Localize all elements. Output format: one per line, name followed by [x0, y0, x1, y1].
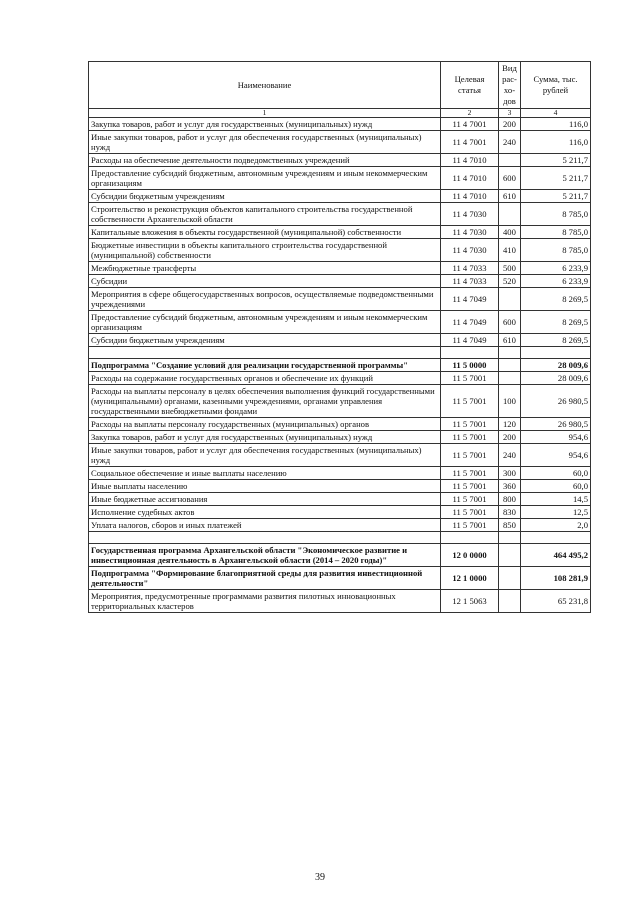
row-name: Расходы на обеспечение деятельности подведомственных учреждений: [89, 154, 441, 167]
row-expense-type: 850: [499, 519, 521, 532]
table-row: [89, 506, 591, 519]
row-code: 11 4 7049: [441, 288, 499, 311]
row-code: 11 4 7049: [441, 311, 499, 334]
row-expense-type: 500: [499, 262, 521, 275]
col-number: 4: [521, 109, 591, 118]
row-expense-type: [499, 288, 521, 311]
row-code: 11 5 7001: [441, 506, 499, 519]
row-code: 11 4 7033: [441, 262, 499, 275]
row-name: Предоставление субсидий бюджетным, автономным учреждениям и иным некоммерческим организациям: [89, 311, 441, 334]
header-code: Целевая статья: [441, 62, 499, 109]
row-amount: 116,0: [521, 131, 591, 154]
row-name: Субсидии бюджетным учреждениям: [89, 190, 441, 203]
row-expense-type: [499, 372, 521, 385]
row-code: 11 5 7001: [441, 372, 499, 385]
row-amount: 5 211,7: [521, 190, 591, 203]
table-row: [89, 519, 591, 532]
row-expense-type: [499, 544, 521, 567]
table-row: [89, 493, 591, 506]
col-number: 3: [499, 109, 521, 118]
row-code: 11 4 7001: [441, 131, 499, 154]
row-name: Бюджетные инвестиции в объекты капитального строительства государственной (муниципальной) собственности: [89, 239, 441, 262]
row-code: [441, 532, 499, 544]
row-expense-type: [499, 567, 521, 590]
header-sum: Сумма, тыс. рублей: [521, 62, 591, 109]
row-expense-type: 400: [499, 226, 521, 239]
spacer-row: [89, 532, 591, 544]
table-row: [89, 203, 591, 226]
row-expense-type: [499, 347, 521, 359]
row-code: 11 5 7001: [441, 467, 499, 480]
row-code: 11 4 7010: [441, 167, 499, 190]
row-expense-type: 410: [499, 239, 521, 262]
table-row: [89, 480, 591, 493]
row-code: 11 4 7030: [441, 226, 499, 239]
row-amount: 8 785,0: [521, 226, 591, 239]
row-expense-type: 830: [499, 506, 521, 519]
row-name: Капитальные вложения в объекты государственной (муниципальной) собственности: [89, 226, 441, 239]
table-row: [89, 239, 591, 262]
row-code: 11 5 7001: [441, 519, 499, 532]
row-name: Иные закупки товаров, работ и услуг для обеспечения государственных (муниципальных) нужд: [89, 131, 441, 154]
table-row: [89, 167, 591, 190]
row-name: Расходы на выплаты персоналу государственных (муниципальных) органов: [89, 418, 441, 431]
row-name: Субсидии бюджетным учреждениям: [89, 334, 441, 347]
row-amount: 6 233,9: [521, 262, 591, 275]
row-name: Государственная программа Архангельской области "Экономическое развитие и инвестиционная деятельность в Архангельской области (2014 – 2020 годы)": [89, 544, 441, 567]
row-name: Уплата налогов, сборов и иных платежей: [89, 519, 441, 532]
row-expense-type: 100: [499, 385, 521, 418]
table-row: [89, 118, 591, 131]
table-row: [89, 131, 591, 154]
row-amount: 8 785,0: [521, 239, 591, 262]
row-amount: 464 495,2: [521, 544, 591, 567]
row-code: 11 5 7001: [441, 418, 499, 431]
row-code: 11 4 7001: [441, 118, 499, 131]
row-amount: 28 009,6: [521, 359, 591, 372]
table-row: [89, 334, 591, 347]
row-amount: 6 233,9: [521, 275, 591, 288]
table-row: [89, 262, 591, 275]
table-row: [89, 431, 591, 444]
row-expense-type: 610: [499, 190, 521, 203]
row-amount: 2,0: [521, 519, 591, 532]
row-expense-type: 520: [499, 275, 521, 288]
row-amount: 60,0: [521, 480, 591, 493]
row-code: 11 4 7033: [441, 275, 499, 288]
row-expense-type: 610: [499, 334, 521, 347]
row-amount: [521, 347, 591, 359]
row-amount: 65 231,8: [521, 590, 591, 613]
row-name: Субсидии: [89, 275, 441, 288]
row-expense-type: [499, 590, 521, 613]
row-amount: 26 980,5: [521, 385, 591, 418]
row-code: 11 5 0000: [441, 359, 499, 372]
row-expense-type: [499, 532, 521, 544]
row-code: [441, 347, 499, 359]
row-name: Социальное обеспечение и иные выплаты населению: [89, 467, 441, 480]
row-code: 11 4 7010: [441, 154, 499, 167]
row-expense-type: 600: [499, 167, 521, 190]
row-amount: 5 211,7: [521, 167, 591, 190]
table-row: [89, 275, 591, 288]
row-amount: 26 980,5: [521, 418, 591, 431]
table-row: [89, 359, 591, 372]
page-number: 39: [315, 872, 325, 883]
row-code: 11 5 7001: [441, 444, 499, 467]
row-expense-type: 360: [499, 480, 521, 493]
row-name: Мероприятия в сфере общегосударственных вопросов, осуществляемые подведомственными учреждениями: [89, 288, 441, 311]
header-name: Наименование: [89, 62, 441, 109]
col-number: 1: [89, 109, 441, 118]
row-code: 11 4 7010: [441, 190, 499, 203]
row-amount: 8 269,5: [521, 288, 591, 311]
row-amount: 60,0: [521, 467, 591, 480]
table-body: [89, 118, 591, 613]
row-name: Предоставление субсидий бюджетным, автономным учреждениям и иным некоммерческим организациям: [89, 167, 441, 190]
table-row: [89, 544, 591, 567]
row-name: Иные выплаты населению: [89, 480, 441, 493]
row-code: 11 5 7001: [441, 480, 499, 493]
row-expense-type: 240: [499, 444, 521, 467]
table-row: [89, 590, 591, 613]
row-amount: 8 269,5: [521, 334, 591, 347]
table-header-row: [89, 62, 591, 109]
row-expense-type: [499, 154, 521, 167]
row-name: Строительство и реконструкция объектов капитального строительства государственной собственности Архангельской области: [89, 203, 441, 226]
row-name: [89, 532, 441, 544]
row-expense-type: 120: [499, 418, 521, 431]
row-amount: 5 211,7: [521, 154, 591, 167]
row-amount: 954,6: [521, 431, 591, 444]
row-amount: 14,5: [521, 493, 591, 506]
row-name: Исполнение судебных актов: [89, 506, 441, 519]
row-expense-type: 800: [499, 493, 521, 506]
row-name: Подпрограмма "Формирование благоприятной среды для развития инвестиционной деятельности": [89, 567, 441, 590]
row-expense-type: 240: [499, 131, 521, 154]
row-code: 11 4 7030: [441, 239, 499, 262]
table-row: [89, 288, 591, 311]
row-name: Мероприятия, предусмотренные программами развития пилотных инновационных территориальных кластеров: [89, 590, 441, 613]
row-name: Закупка товаров, работ и услуг для государственных (муниципальных) нужд: [89, 118, 441, 131]
row-name: [89, 347, 441, 359]
row-code: 11 5 7001: [441, 431, 499, 444]
column-number-row: [89, 109, 591, 118]
row-expense-type: 300: [499, 467, 521, 480]
table-row: [89, 311, 591, 334]
row-name: Расходы на выплаты персоналу в целях обеспечения выполнения функций государственными (муниципальными) органами, казенными учреждениями, органами управления государственными внебюджетными фондами: [89, 385, 441, 418]
row-expense-type: [499, 203, 521, 226]
row-expense-type: 600: [499, 311, 521, 334]
table-row: [89, 385, 591, 418]
table-row: [89, 467, 591, 480]
table-row: [89, 226, 591, 239]
row-name: Расходы на содержание государственных органов и обеспечение их функций: [89, 372, 441, 385]
table-row: [89, 567, 591, 590]
row-amount: [521, 532, 591, 544]
row-code: 12 1 5063: [441, 590, 499, 613]
row-name: Закупка товаров, работ и услуг для государственных (муниципальных) нужд: [89, 431, 441, 444]
budget-table: [88, 61, 591, 613]
table-row: [89, 372, 591, 385]
row-code: 12 0 0000: [441, 544, 499, 567]
row-name: Подпрограмма "Создание условий для реализации государственной программы": [89, 359, 441, 372]
header-vr: Вид рас- хо- дов: [499, 62, 521, 109]
row-expense-type: 200: [499, 118, 521, 131]
row-code: 11 4 7049: [441, 334, 499, 347]
row-expense-type: [499, 359, 521, 372]
row-amount: 108 281,9: [521, 567, 591, 590]
row-code: 11 5 7001: [441, 385, 499, 418]
table-row: [89, 418, 591, 431]
row-code: 11 4 7030: [441, 203, 499, 226]
row-amount: 12,5: [521, 506, 591, 519]
table-row: [89, 190, 591, 203]
row-amount: 954,6: [521, 444, 591, 467]
table-row: [89, 154, 591, 167]
row-amount: 116,0: [521, 118, 591, 131]
row-amount: 8 785,0: [521, 203, 591, 226]
col-number: 2: [441, 109, 499, 118]
row-name: Иные бюджетные ассигнования: [89, 493, 441, 506]
row-code: 12 1 0000: [441, 567, 499, 590]
row-expense-type: 200: [499, 431, 521, 444]
row-name: Межбюджетные трансферты: [89, 262, 441, 275]
row-amount: 28 009,6: [521, 372, 591, 385]
spacer-row: [89, 347, 591, 359]
row-code: 11 5 7001: [441, 493, 499, 506]
row-amount: 8 269,5: [521, 311, 591, 334]
row-name: Иные закупки товаров, работ и услуг для обеспечения государственных (муниципальных) нужд: [89, 444, 441, 467]
table-row: [89, 444, 591, 467]
